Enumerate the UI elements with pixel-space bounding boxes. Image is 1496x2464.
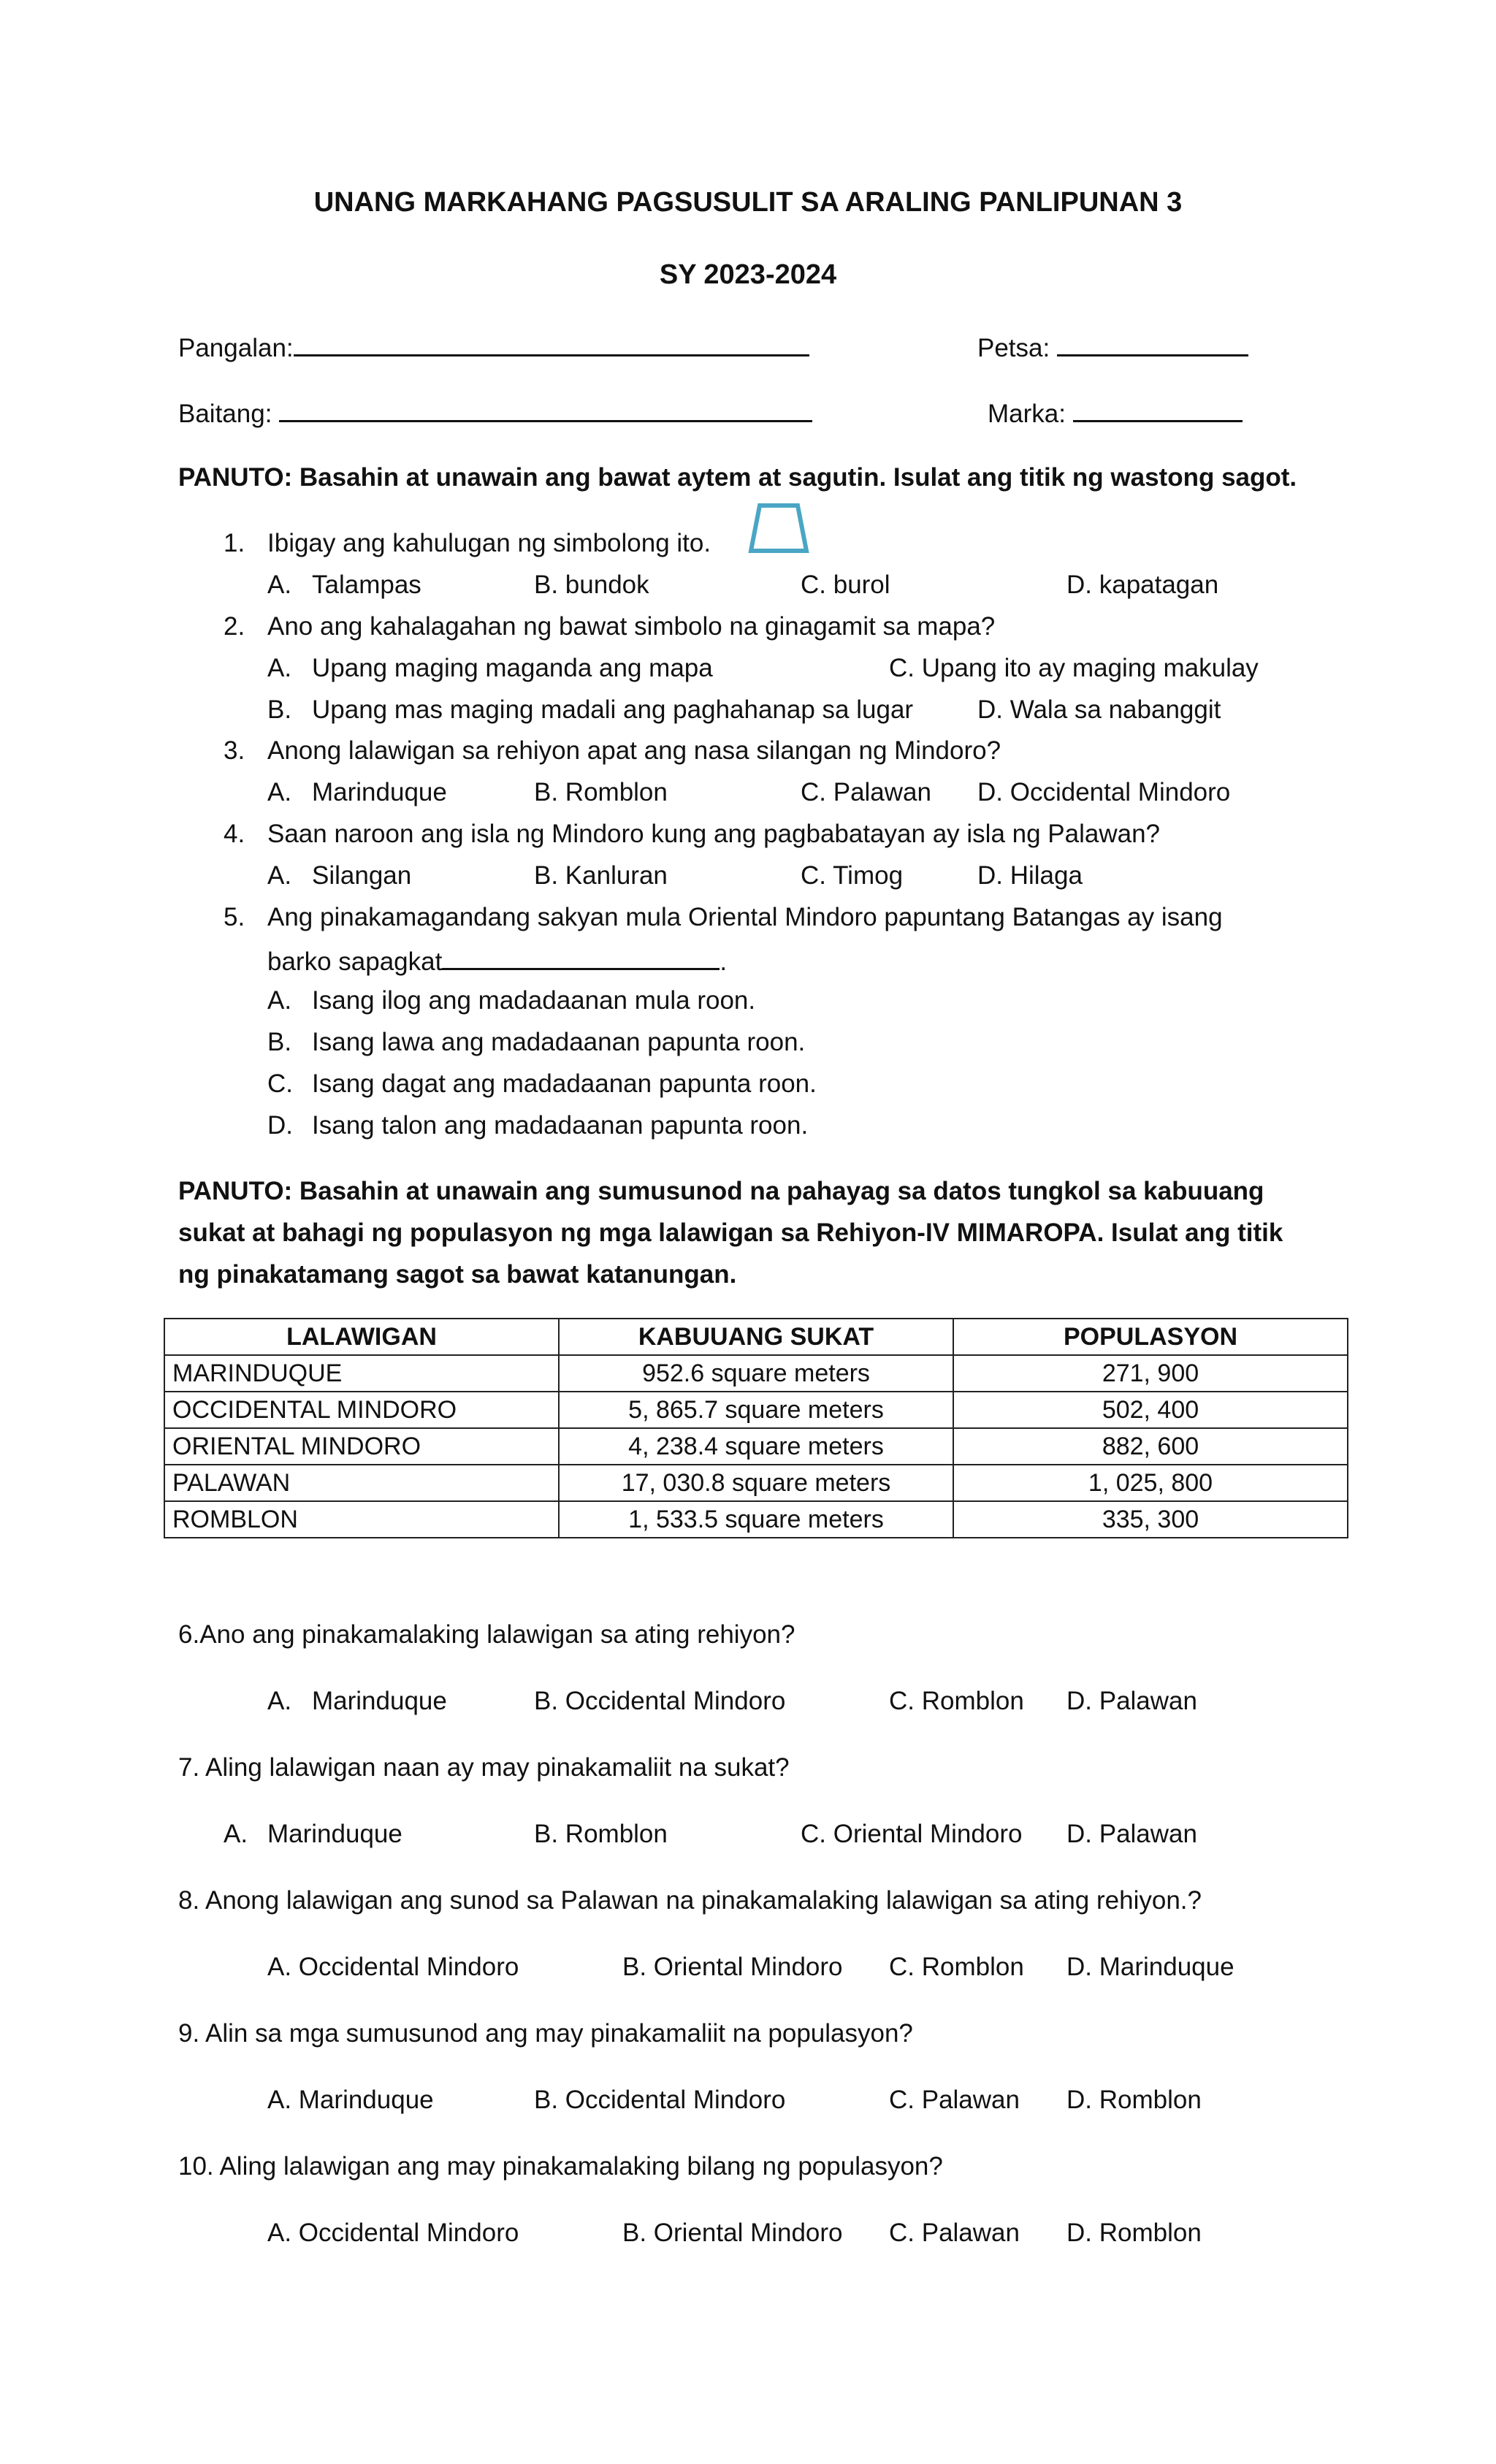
population-cell: 1, 025, 800	[953, 1465, 1348, 1501]
q3-option-b[interactable]: B. Romblon	[534, 778, 668, 806]
q6-option-d[interactable]: D. Palawan	[1066, 1687, 1197, 1715]
q2-option-c[interactable]: C. Upang ito ay maging makulay	[889, 654, 1259, 682]
grade-label: Baitang:	[178, 400, 272, 428]
score-label: Marka:	[988, 400, 1066, 428]
q1-option-b[interactable]: B. bundok	[534, 571, 649, 599]
q2-number: 2.	[224, 612, 245, 641]
q1-option-d[interactable]: D. kapatagan	[1066, 571, 1219, 599]
name-field[interactable]	[178, 332, 809, 361]
q9-option-c[interactable]: C. Palawan	[889, 2086, 1020, 2114]
q8-option-c[interactable]: C. Romblon	[889, 1953, 1024, 1981]
instructions-1-label: PANUTO	[178, 463, 284, 492]
q5-option-a[interactable]: Isang ilog ang madadaanan mula roon.	[312, 986, 756, 1015]
q3-option-d[interactable]: D. Occidental Mindoro	[977, 778, 1231, 806]
q3-option-a-letter[interactable]: A.	[267, 778, 292, 806]
q7-option-d[interactable]: D. Palawan	[1066, 1820, 1197, 1848]
instructions-2-line3: ng pinakatamang sagot sa bawat katanungan.	[178, 1260, 737, 1289]
q7-option-a-letter[interactable]: A.	[224, 1820, 248, 1848]
q10-text: 10. Aling lalawigan ang may pinakamalaking bilang ng populasyon?	[178, 2152, 943, 2181]
q9-option-b[interactable]: B. Occidental Mindoro	[534, 2086, 786, 2114]
q4-number: 4.	[224, 820, 245, 848]
table-row	[164, 1465, 1348, 1501]
area-cell: 5, 865.7 square meters	[559, 1392, 953, 1428]
q8-option-b[interactable]: B. Oriental Mindoro	[622, 1953, 843, 1981]
province-cell: MARINDUQUE	[164, 1355, 559, 1392]
q6-option-b[interactable]: B. Occidental Mindoro	[534, 1687, 786, 1715]
name-blank[interactable]	[294, 332, 809, 356]
q5-text: Ang pinakamagandang sakyan mula Oriental Mindoro papuntang Batangas ay isang	[267, 903, 1223, 931]
instructions-2-line2: sukat at bahagi ng populasyon ng mga lalawigan sa Rehiyon-IV MIMAROPA. Isulat ang titik	[178, 1218, 1283, 1247]
q5-option-c-letter[interactable]: C.	[267, 1069, 293, 1098]
area-cell: 17, 030.8 square meters	[559, 1465, 953, 1501]
trapezoid-symbol-icon	[747, 503, 811, 555]
province-cell: OCCIDENTAL MINDORO	[164, 1392, 559, 1428]
q9-option-d[interactable]: D. Romblon	[1066, 2086, 1202, 2114]
population-cell: 271, 900	[953, 1355, 1348, 1392]
area-cell: 1, 533.5 square meters	[559, 1501, 953, 1538]
q1-number: 1.	[224, 529, 245, 557]
table-row	[164, 1501, 1348, 1538]
q6-option-a-letter[interactable]: A.	[267, 1687, 292, 1715]
q10-option-c[interactable]: C. Palawan	[889, 2219, 1020, 2247]
q8-text: 8. Anong lalawigan ang sunod sa Palawan na pinakamalaking lalawigan sa ating rehiyon.?	[178, 1886, 1202, 1915]
q1-option-a[interactable]: Talampas	[312, 571, 421, 599]
instructions-1	[178, 465, 1297, 490]
table-header-row	[164, 1319, 1348, 1355]
province-cell: ORIENTAL MINDORO	[164, 1428, 559, 1465]
q5-option-c[interactable]: Isang dagat ang madadaanan papunta roon.	[312, 1069, 817, 1098]
q5-text-line2	[267, 946, 727, 974]
q5-option-b-letter[interactable]: B.	[267, 1028, 292, 1056]
q10-option-a[interactable]: A. Occidental Mindoro	[267, 2219, 519, 2247]
instructions-1-text: : Basahin at unawain ang bawat aytem at sagutin. Isulat ang titik ng wastong sagot.	[283, 463, 1297, 492]
q4-option-c[interactable]: C. Timog	[801, 861, 904, 890]
q7-option-b[interactable]: B. Romblon	[534, 1820, 668, 1848]
q5-option-a-letter[interactable]: A.	[267, 986, 292, 1015]
table-row	[164, 1392, 1348, 1428]
q6-option-c[interactable]: C. Romblon	[889, 1687, 1024, 1715]
q5-option-d[interactable]: Isang talon ang madadaanan papunta roon.	[312, 1111, 809, 1140]
date-field[interactable]	[977, 332, 1248, 361]
grade-field[interactable]	[178, 398, 812, 427]
school-year: SY 2023-2024	[659, 259, 837, 290]
table-row	[164, 1428, 1348, 1465]
exam-title: UNANG MARKAHANG PAGSUSULIT SA ARALING PANLIPUNAN 3	[313, 187, 1183, 218]
q10-option-d[interactable]: D. Romblon	[1066, 2219, 1202, 2247]
q1-option-c[interactable]: C. burol	[801, 571, 890, 599]
name-label: Pangalan:	[178, 334, 294, 362]
q5-text-cont: barko sapagkat	[267, 947, 443, 976]
grade-blank[interactable]	[279, 398, 812, 422]
date-label: Petsa:	[977, 334, 1050, 362]
column-header-province: LALAWIGAN	[164, 1319, 559, 1355]
q8-option-d[interactable]: D. Marinduque	[1066, 1953, 1234, 1981]
q2-option-d[interactable]: D. Wala sa nabanggit	[977, 695, 1221, 724]
q2-option-a-letter[interactable]: A.	[267, 654, 292, 682]
q4-option-b[interactable]: B. Kanluran	[534, 861, 668, 890]
trapezoid-shape	[751, 506, 806, 551]
population-cell: 882, 600	[953, 1428, 1348, 1465]
province-cell: ROMBLON	[164, 1501, 559, 1538]
population-cell: 502, 400	[953, 1392, 1348, 1428]
q7-text: 7. Aling lalawigan naan ay may pinakamaliit na sukat?	[178, 1753, 790, 1782]
date-blank[interactable]	[1057, 332, 1248, 356]
q4-option-d[interactable]: D. Hilaga	[977, 861, 1083, 890]
table-row	[164, 1355, 1348, 1392]
score-field[interactable]	[988, 398, 1243, 427]
q7-option-c[interactable]: C. Oriental Mindoro	[801, 1820, 1023, 1848]
q6-text: 6.Ano ang pinakamalaking lalawigan sa ating rehiyon?	[178, 1620, 795, 1649]
column-header-population: POPULASYON	[953, 1319, 1348, 1355]
q2-option-b[interactable]: Upang mas maging madali ang paghahanap sa lugar	[312, 695, 914, 724]
q8-option-a[interactable]: A. Occidental Mindoro	[267, 1953, 519, 1981]
q2-option-b-letter[interactable]: B.	[267, 695, 292, 724]
q3-option-c[interactable]: C. Palawan	[801, 778, 931, 806]
area-cell: 4, 238.4 square meters	[559, 1428, 953, 1465]
q5-option-b[interactable]: Isang lawa ang madadaanan papunta roon.	[312, 1028, 806, 1056]
q9-text: 9. Alin sa mga sumusunod ang may pinakamaliit na populasyon?	[178, 2019, 913, 2048]
q3-text: Anong lalawigan sa rehiyon apat ang nasa silangan ng Mindoro?	[267, 736, 1001, 765]
q9-option-a[interactable]: A. Marinduque	[267, 2086, 434, 2114]
province-cell: PALAWAN	[164, 1465, 559, 1501]
score-blank[interactable]	[1073, 398, 1243, 422]
q5-number: 5.	[224, 903, 245, 931]
q4-option-a[interactable]: Silangan	[312, 861, 412, 890]
q4-option-a-letter[interactable]: A.	[267, 861, 292, 890]
population-table	[164, 1318, 1348, 1538]
q7-option-a[interactable]: Marinduque	[267, 1820, 402, 1848]
q5-period: .	[720, 947, 728, 976]
population-cell: 335, 300	[953, 1501, 1348, 1538]
q5-blank[interactable]	[442, 946, 720, 970]
q5-option-d-letter[interactable]: D.	[267, 1111, 293, 1140]
q1-option-a-letter[interactable]: A.	[267, 571, 292, 599]
q3-option-a[interactable]: Marinduque	[312, 778, 447, 806]
instructions-2-line1: PANUTO: Basahin at unawain ang sumusunod na pahayag sa datos tungkol sa kabuuang	[178, 1177, 1264, 1205]
q4-text: Saan naroon ang isla ng Mindoro kung ang pagbabatayan ay isla ng Palawan?	[267, 820, 1161, 848]
area-cell: 952.6 square meters	[559, 1355, 953, 1392]
q3-number: 3.	[224, 736, 245, 765]
column-header-area: KABUUANG SUKAT	[559, 1319, 953, 1355]
q10-option-b[interactable]: B. Oriental Mindoro	[622, 2219, 843, 2247]
q2-text: Ano ang kahalagahan ng bawat simbolo na ginagamit sa mapa?	[267, 612, 996, 641]
q2-option-a[interactable]: Upang maging maganda ang mapa	[312, 654, 713, 682]
q1-text: Ibigay ang kahulugan ng simbolong ito.	[267, 529, 711, 557]
q6-option-a[interactable]: Marinduque	[312, 1687, 447, 1715]
